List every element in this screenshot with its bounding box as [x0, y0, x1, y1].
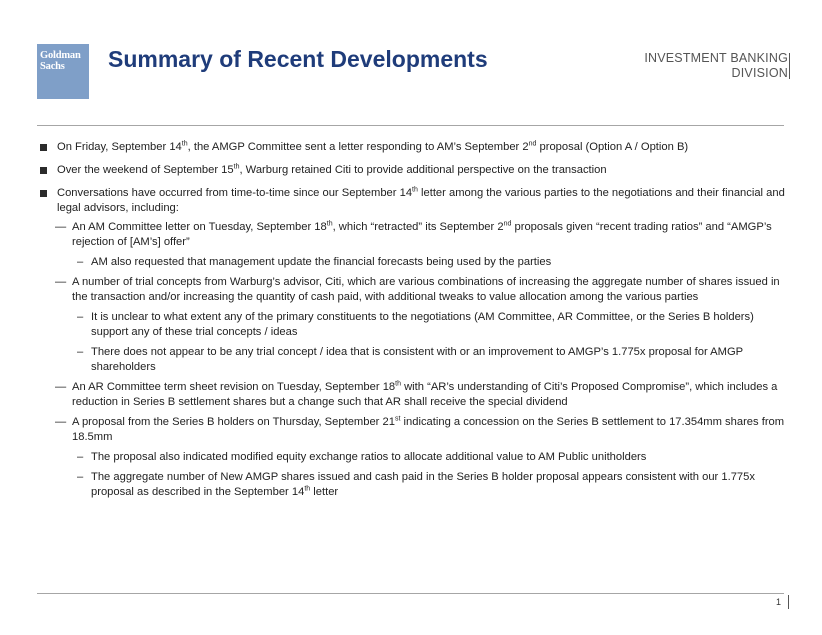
subsubbullet-aggregate-shares: – The aggregate number of New AMGP shares issued and cash paid in the Series B holder proposal appears consistent with our 1.775x proposal as described in the September 14th letter — [77, 471, 755, 498]
footer-rule — [37, 593, 784, 594]
square-bullet-icon — [40, 190, 47, 197]
en-dash-marker: – — [77, 256, 84, 268]
page-title: Summary of Recent Developments — [108, 46, 488, 72]
page-number: 1 — [776, 597, 782, 607]
en-dash-marker: – — [77, 346, 84, 358]
header-divider-bar — [789, 53, 790, 79]
dash-marker: — — [55, 416, 67, 428]
dash-marker: — — [55, 221, 67, 233]
bullet-warburg-citi: Over the weekend of September 15th, Warburg retained Citi to provide additional perspective on the transaction — [37, 163, 785, 178]
dash-marker: — — [55, 276, 67, 288]
subbullet-ar-term-sheet: — An AR Committee term sheet revision on Tuesday, September 18th with “AR’s understanding of Citi’s Proposed Compromise”, which includes a reduction in Series B settlement shares but a change such that AR shall receive the special dividend — [55, 380, 778, 408]
logo-line-1: Goldman — [40, 50, 81, 61]
goldman-sachs-logo — [37, 44, 89, 99]
dash-marker: — — [55, 381, 67, 393]
subbullet-series-b-proposal: — A proposal from the Series B holders on Thursday, September 21st indicating a concession on the Series B settlement to 17.354mm shares from 18.5mm — [55, 415, 785, 443]
header-rule — [37, 125, 784, 126]
summary-content — [37, 140, 785, 505]
subsubbullet-constituent-support: – It is unclear to what extent any of the primary constituents to the negotiations (AM Committee, AR Committee, or the Series B holders) support any of these trial concepts / ideas — [77, 311, 754, 338]
en-dash-marker: – — [77, 311, 84, 323]
subsubbullet-no-consistent-concept: – There does not appear to be any trial concept / idea that is consistent with or an improvement to AMGP’s 1.775x proposal for AMGP shareholders — [77, 346, 743, 373]
en-dash-marker: – — [77, 471, 84, 483]
subbullet-citi-trial-concepts: — A number of trial concepts from Warburg’s advisor, Citi, which are various combinations of increasing the aggregate number of shares issued in the transaction and/or increasing the quantity of cash paid, with additional tweaks to value allocation among the various parties — [55, 276, 780, 303]
bullet-conversations: Conversations have occurred from time-to-time since our September 14th letter among the various parties to the negotiations and their financial and legal advisors, including: — [37, 186, 785, 216]
logo-line-2: Sachs — [40, 61, 65, 72]
bullet-september-14-letter: On Friday, September 14th, the AMGP Committee sent a letter responding to AM’s September 2nd proposal (Option A / Option B) — [37, 140, 785, 155]
square-bullet-icon — [40, 144, 47, 151]
division-line-2: DIVISION — [731, 66, 788, 80]
en-dash-marker: – — [77, 451, 84, 463]
footer-divider-bar — [788, 595, 789, 609]
subsubbullet-exchange-ratios: – The proposal also indicated modified equity exchange ratios to allocate additional value to AM Public unitholders — [77, 451, 647, 463]
square-bullet-icon — [40, 167, 47, 174]
subsubbullet-forecast-update: – AM also requested that management update the financial forecasts being used by the parties — [77, 256, 552, 268]
division-line-1: INVESTMENT BANKING — [644, 51, 788, 65]
division-label — [644, 51, 788, 81]
subbullet-am-committee-letter: — An AM Committee letter on Tuesday, September 18th, which “retracted” its September 2nd proposals given “recent trading ratios” and “AMGP’s rejection of [AM’s] offer” — [55, 220, 772, 248]
